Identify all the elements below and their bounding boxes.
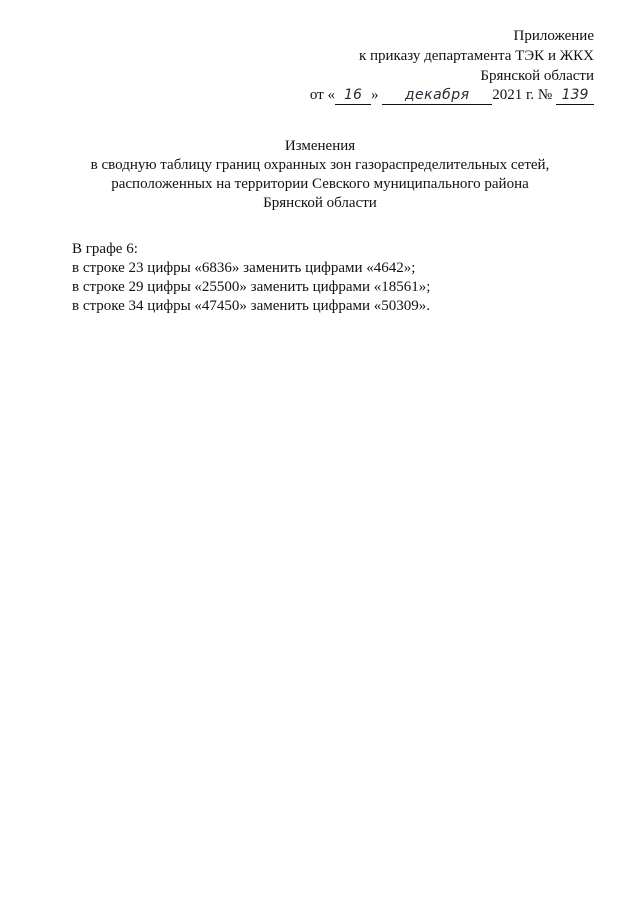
handwritten-month: декабря xyxy=(382,86,492,105)
document-body xyxy=(72,240,430,316)
handwritten-day: 16 xyxy=(335,86,371,105)
year-and-number-label: 2021 г. № xyxy=(492,87,553,103)
date-prefix: от « xyxy=(309,87,335,103)
document-title xyxy=(0,137,640,213)
title-line-3: расположенных на территории Севского муниципального района xyxy=(111,176,529,192)
title-line-2: в сводную таблицу границ охранных зон газораспределительных сетей, xyxy=(90,157,550,173)
date-mid: » xyxy=(370,87,379,103)
body-intro: В графе 6: xyxy=(72,241,138,257)
appendix-label: Приложение xyxy=(513,28,594,44)
title-heading: Изменения xyxy=(284,138,356,154)
handwritten-order-number: 139 xyxy=(556,86,594,105)
order-date-line xyxy=(310,84,594,106)
region-name: Брянской области xyxy=(480,68,594,84)
list-item: в строке 29 цифры «25500» заменить цифрами «18561»; xyxy=(72,279,431,295)
appendix-header xyxy=(359,26,594,86)
order-reference: к приказу департамента ТЭК и ЖКХ xyxy=(358,48,594,64)
list-item: в строке 34 цифры «47450» заменить цифрами «50309». xyxy=(72,298,431,314)
title-line-4: Брянской области xyxy=(263,195,377,211)
list-item: в строке 23 цифры «6836» заменить цифрами «4642»; xyxy=(72,260,416,276)
